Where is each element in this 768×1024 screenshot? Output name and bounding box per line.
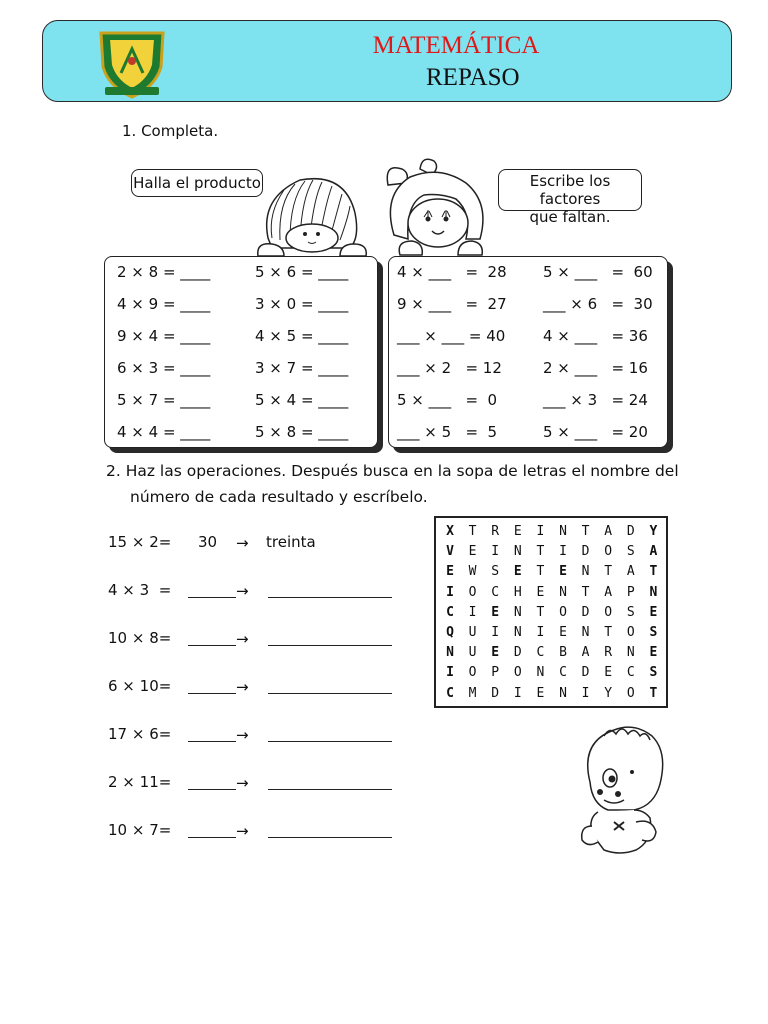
word-search-letter: O: [513, 665, 522, 681]
factor-item: ___ × 2 = 12: [397, 359, 502, 377]
word-search-letter: N: [536, 665, 545, 681]
word-search-letter: N: [513, 625, 522, 640]
word-search-letter: E: [604, 665, 613, 681]
product-item: 6 × 3 = ____: [117, 359, 211, 377]
word-search-letter: E: [491, 604, 500, 620]
factor-item: 5 × ___ = 60: [543, 263, 653, 281]
factor-item: ___ × 5 = 5: [397, 423, 498, 441]
boy-cartoon-icon: [250, 168, 375, 260]
word-search-letter: N: [446, 645, 454, 661]
bubble-left-text: Halla el producto: [133, 174, 261, 192]
exercise1-heading: 1. Completa.: [122, 122, 219, 140]
word-search-letter: T: [581, 584, 590, 600]
operation-expression: 6 × 10=: [108, 677, 172, 695]
word-search-letter: U: [468, 625, 477, 640]
operation-expression: 10 × 8=: [108, 629, 172, 647]
factor-item: ___ × ___ = 40: [397, 327, 506, 345]
factor-item: 2 × ___ = 16: [543, 359, 648, 377]
word-search-letter: T: [468, 524, 477, 539]
word-search-letter: I: [581, 685, 590, 701]
word-search-letter: H: [513, 584, 522, 600]
word-search-letter: I: [491, 544, 500, 560]
page-subtitle: REPASO: [426, 64, 520, 91]
word-search-letter: O: [604, 604, 613, 620]
word-search-letter: S: [626, 544, 635, 560]
operation-expression: 2 × 11=: [108, 773, 172, 791]
word-search-letter: Q: [446, 625, 454, 640]
bubble-right-line1: Escribe los factores: [529, 172, 611, 208]
number-word-answer: treinta: [266, 533, 316, 551]
result-blank[interactable]: [188, 741, 236, 742]
word-search-letter: E: [559, 564, 567, 580]
word-search-letter: O: [604, 544, 613, 560]
word-search-letter: E: [446, 564, 454, 580]
word-search-letter: I: [513, 685, 522, 701]
word-search-letter: P: [491, 665, 500, 681]
word-search-letter: D: [581, 544, 590, 560]
factor-item: 9 × ___ = 27: [397, 295, 507, 313]
exercise2-heading-line1: 2. Haz las operaciones. Después busca en la sopa de letras el nombre del: [106, 462, 679, 480]
word-search-letter: R: [491, 524, 500, 539]
operation-result: 30: [198, 533, 218, 551]
arrow-icon: →: [236, 534, 249, 552]
answer-blank[interactable]: [268, 645, 392, 646]
product-item: 3 × 0 = ____: [255, 295, 349, 313]
word-search-grid: [434, 516, 668, 708]
word-search-letter: C: [559, 665, 567, 681]
factor-item: ___ × 3 = 24: [543, 391, 648, 409]
word-search-letter: S: [491, 564, 500, 580]
word-search-letter: A: [604, 584, 613, 600]
result-blank[interactable]: [188, 597, 236, 598]
word-search-letter: P: [626, 584, 635, 600]
word-search-letter: T: [536, 564, 545, 580]
word-search-letter: C: [626, 665, 635, 681]
word-search-letter: Y: [604, 685, 613, 701]
word-search-letter: C: [536, 645, 545, 661]
arrow-icon: →: [236, 678, 249, 696]
word-search-letter: D: [581, 665, 590, 681]
word-search-letter: Y: [649, 524, 658, 539]
word-search-letter: E: [649, 604, 658, 620]
operation-row: [108, 677, 408, 699]
product-item: 4 × 4 = ____: [117, 423, 211, 441]
product-item: 5 × 4 = ____: [255, 391, 349, 409]
exercise2-heading: [106, 458, 686, 510]
word-search-letter: O: [559, 604, 567, 620]
word-search-letter: I: [536, 625, 545, 640]
exercise2-heading-line2: número de cada resultado y escríbelo.: [130, 488, 428, 506]
word-search-letter: D: [581, 604, 590, 620]
arrow-icon: →: [236, 774, 249, 792]
operation-row: [108, 629, 408, 651]
word-search-letter: I: [446, 584, 454, 600]
word-search-letter: S: [626, 604, 635, 620]
answer-blank[interactable]: [268, 837, 392, 838]
word-search-letter: I: [536, 524, 545, 539]
word-search-letter: I: [559, 544, 567, 560]
arrow-icon: →: [236, 582, 249, 600]
operation-row: [108, 821, 408, 843]
operation-expression: 4 × 3 =: [108, 581, 172, 599]
answer-blank[interactable]: [268, 693, 392, 694]
operation-expression: 10 × 7=: [108, 821, 172, 839]
word-search-letter: N: [581, 564, 590, 580]
result-blank[interactable]: [188, 645, 236, 646]
word-search-letter: A: [649, 544, 658, 560]
word-search-letter: N: [581, 625, 590, 640]
word-search-letter: E: [649, 645, 658, 661]
word-search-letter: N: [649, 584, 658, 600]
word-search-letter: N: [626, 645, 635, 661]
word-search-letter: W: [468, 564, 477, 580]
word-search-letter: C: [446, 604, 454, 620]
header-banner: [42, 20, 732, 102]
baby-cartoon-icon: [574, 722, 670, 858]
result-blank[interactable]: [188, 837, 236, 838]
result-blank[interactable]: [188, 789, 236, 790]
word-search-letter: D: [626, 524, 635, 539]
word-search-letter: V: [446, 544, 454, 560]
factor-item: ___ × 6 = 30: [543, 295, 653, 313]
word-search-letter: E: [513, 564, 522, 580]
word-search-letter: E: [559, 625, 567, 640]
product-item: 5 × 6 = ____: [255, 263, 349, 281]
word-search-letter: N: [559, 685, 567, 701]
word-search-letter: N: [559, 584, 567, 600]
arrow-icon: →: [236, 630, 249, 648]
word-search-letter: C: [446, 685, 454, 701]
word-search-letter: M: [468, 685, 477, 701]
speech-bubble-right: [498, 169, 642, 226]
word-search-letter: T: [649, 564, 658, 580]
product-item: 9 × 4 = ____: [117, 327, 211, 345]
word-search-letter: I: [446, 665, 454, 681]
word-search-letter: T: [604, 564, 613, 580]
word-search-letter: A: [626, 564, 635, 580]
word-search-letter: E: [536, 685, 545, 701]
word-search-letter: S: [649, 665, 658, 681]
answer-blank[interactable]: [268, 789, 392, 790]
factor-item: 4 × ___ = 36: [543, 327, 648, 345]
word-search-letter: O: [468, 584, 477, 600]
answer-blank[interactable]: [268, 597, 392, 598]
word-search-letter: N: [559, 524, 567, 539]
arrow-icon: →: [236, 822, 249, 840]
product-item: 2 × 8 = ____: [117, 263, 211, 281]
school-logo: [95, 27, 169, 99]
word-search-letter: T: [604, 625, 613, 640]
product-item: 3 × 7 = ____: [255, 359, 349, 377]
word-search-letter: E: [513, 524, 522, 539]
speech-bubble-left: [131, 169, 263, 197]
word-search-letter: N: [513, 544, 522, 560]
operation-expression: 17 × 6=: [108, 725, 172, 743]
factor-item: 5 × ___ = 20: [543, 423, 648, 441]
word-search-letter: E: [468, 544, 477, 560]
word-search-letter: S: [649, 625, 658, 640]
bubble-right-line2: que faltan.: [529, 208, 611, 226]
word-search-letter: T: [581, 524, 590, 539]
arrow-icon: →: [236, 726, 249, 744]
word-search-letter: N: [513, 604, 522, 620]
word-search-letter: I: [468, 604, 477, 620]
operation-row: [108, 725, 408, 747]
word-search-letter: A: [604, 524, 613, 539]
products-panel: [104, 256, 378, 448]
factor-item: 4 × ___ = 28: [397, 263, 507, 281]
operation-row: [108, 581, 408, 603]
word-search-letter: O: [626, 625, 635, 640]
word-search-letter: B: [559, 645, 567, 661]
answer-blank[interactable]: [268, 741, 392, 742]
operation-expression: 15 × 2=: [108, 533, 172, 551]
result-blank[interactable]: [188, 693, 236, 694]
word-search-letter: U: [468, 645, 477, 661]
word-search-letter: T: [536, 544, 545, 560]
word-search-letter: R: [604, 645, 613, 661]
product-item: 5 × 8 = ____: [255, 423, 349, 441]
operation-row: [108, 533, 408, 555]
word-search-letter: D: [513, 645, 522, 661]
factors-panel: [388, 256, 668, 448]
word-search-letter: D: [491, 685, 500, 701]
word-search-letter: A: [581, 645, 590, 661]
girl-cartoon-icon: [380, 155, 500, 259]
word-search-letter: T: [649, 685, 658, 701]
word-search-letter: E: [491, 645, 500, 661]
word-search-letter: E: [536, 584, 545, 600]
word-search-letter: X: [446, 524, 454, 539]
word-search-letter: T: [536, 604, 545, 620]
factor-item: 5 × ___ = 0: [397, 391, 498, 409]
product-item: 4 × 9 = ____: [117, 295, 211, 313]
operation-row: [108, 773, 408, 795]
page-title: MATEMÁTICA: [372, 32, 540, 59]
product-item: 4 × 5 = ____: [255, 327, 349, 345]
word-search-letter: I: [491, 625, 500, 640]
word-search-letter: C: [491, 584, 500, 600]
product-item: 5 × 7 = ____: [117, 391, 211, 409]
word-search-letter: O: [626, 685, 635, 701]
word-search-letter: O: [468, 665, 477, 681]
